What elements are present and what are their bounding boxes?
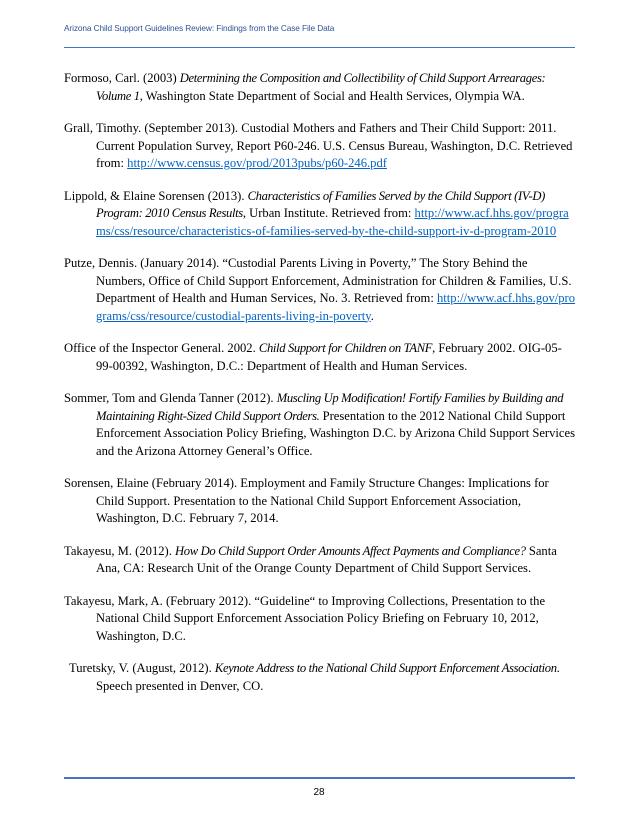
reference-text: , Urban Institute. Retrieved from:: [242, 206, 415, 220]
reference-text: Sommer, Tom and Glenda Tanner (2012).: [64, 391, 277, 405]
reference-list: [64, 70, 576, 695]
header-rule: [64, 47, 575, 48]
reference-link[interactable]: http://www.acf.hhs.gov/programs/css/resource/characteristics-of-families-served-by-the-child-support-iv-d-program-2010: [96, 206, 569, 238]
reference-text: Takayesu, Mark, A. (February 2012). “Guideline“ to Improving Collections, Presentation to the National Child Support Enforcement Association Policy Briefing on February 10, 2012, Washington, D.C.: [64, 593, 546, 643]
reference-text: . Speech presented in Denver, CO.: [96, 661, 560, 693]
reference-text: Santa Ana, CA: Research Unit of the Orange County Department of Child Support Services.: [96, 543, 557, 575]
running-header: Arizona Child Support Guidelines Review: Findings from the Case File Data: [64, 23, 335, 33]
reference-text: Putze, Dennis. (January 2014). “Custodial Parents Living in Poverty,” The Story Behind the Numbers, Office of Child Support Enforcement, Administration for Children & Families, U.S. Department of Health and Human Services, No. 3. Retrieved from:: [64, 256, 572, 305]
reference-lippold: [64, 188, 576, 241]
reference-sorensen: [64, 475, 576, 528]
reference-title: Keynote Address to the National Child Support Enforcement Association: [214, 661, 557, 675]
reference-title: Characteristics of Families Served by the Child Support (IV-D) Program: 2010 Census Results: [96, 188, 545, 220]
reference-title: How Do Child Support Order Amounts Affect Payments and Compliance?: [175, 543, 526, 558]
reference-formoso: [64, 70, 576, 105]
reference-text: Sorensen, Elaine (February 2014). Employment and Family Structure Changes: Implications for Child Support. Presentation to the National Child Support Enforcement Association, Washington, D.C. February 7, 2014.: [64, 476, 549, 525]
reference-title: Determining the Composition and Collectibility of Child Support Arrearages: Volume 1: [96, 71, 546, 103]
reference-text: Lippold, & Elaine Sorensen (2013).: [64, 188, 248, 203]
reference-takayesu-feb-2012: [64, 593, 576, 646]
reference-putze: [64, 255, 576, 325]
reference-text: Grall, Timothy. (September 2013). Custodial Mothers and Fathers and Their Child Support: 2011. Current Population Survey, Report P60-246. U.S. Census Bureau, Washington, D.C. Retrieved from:: [64, 121, 573, 170]
reference-title: Muscling Up Modification! Fortify Families by Building and Maintaining Right-Sized Child Support Orders.: [96, 391, 564, 423]
reference-text: Takayesu, M. (2012).: [64, 543, 176, 558]
reference-text: Turetsky, V. (August, 2012).: [69, 661, 215, 675]
reference-link[interactable]: http://www.census.gov/prod/2013pubs/p60-246.pdf: [127, 156, 387, 170]
reference-turetsky: [64, 660, 576, 695]
reference-text: , Washington State Department of Social and Health Services, Olympia WA.: [139, 88, 525, 103]
reference-link[interactable]: http://www.acf.hhs.gov/programs/css/resource/custodial-parents-living-in-poverty: [96, 291, 576, 323]
reference-text: , February 2002. OIG-05-99-00392, Washington, D.C.: Department of Health and Human Services.: [96, 341, 562, 373]
page-number: 28: [313, 787, 325, 798]
reference-oig: [64, 340, 576, 375]
reference-title: Child Support for Children on TANF: [258, 341, 433, 355]
reference-text: .: [370, 308, 374, 323]
footer-rule: [64, 777, 575, 779]
reference-text: Formoso, Carl. (2003): [64, 71, 180, 85]
reference-takayesu-2012: [64, 543, 576, 578]
reference-text: Office of the Inspector General. 2002.: [64, 341, 259, 355]
reference-text: Presentation to the 2012 National Child Support Enforcement Association Policy Briefing, Washington D.C. by Arizona Child Support Services and the Arizona Attorney General’s Office.: [96, 408, 576, 458]
reference-sommer: [64, 390, 576, 460]
reference-grall: [64, 120, 576, 173]
